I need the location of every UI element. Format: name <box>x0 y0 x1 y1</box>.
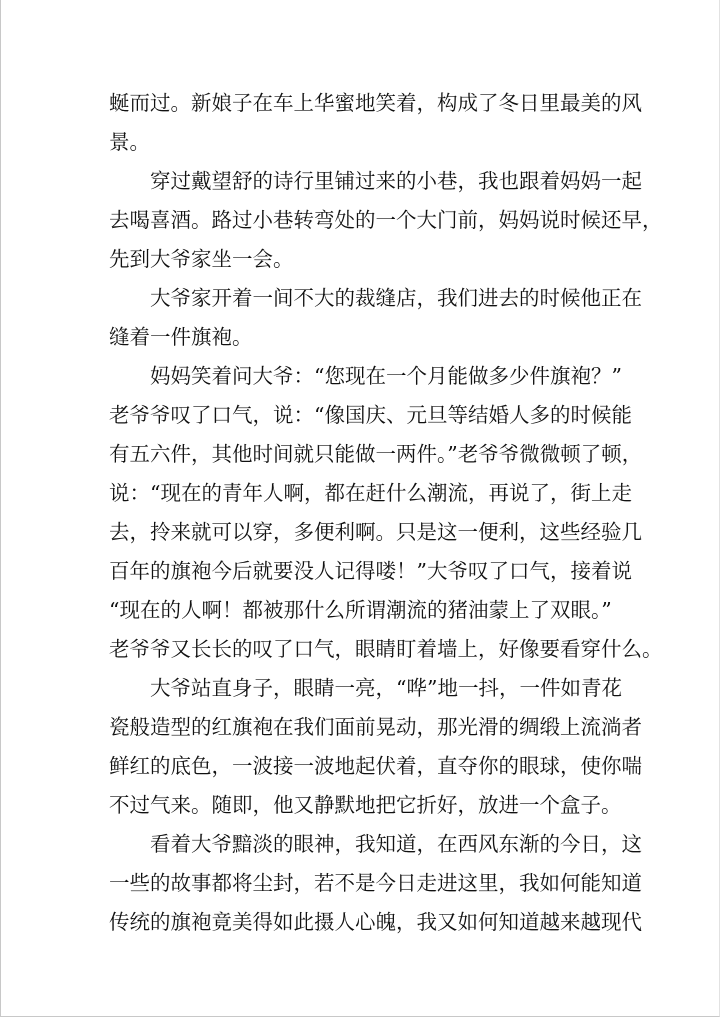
text-line: 穿过戴望舒的诗行里铺过来的小巷，我也跟着妈妈一起 <box>109 169 642 193</box>
text-line: 蜒而过。新娘子在车上华蜜地笑着，构成了冬日里最美的风 <box>109 91 642 115</box>
text-line: 传统的旗袍竟美得如此摄人心魄，我又如何知道越来越现代 <box>109 910 642 934</box>
text-line: 一些的故事都将尘封，若不是今日走进这里，我如何能知道 <box>109 871 642 895</box>
text-line: 瓷般造型的红旗袍在我们面前晃动，那光滑的绸缎上流淌者 <box>109 715 642 739</box>
text-line: 妈妈笑着问大爷：“您现在一个月能做多少件旗袍？” <box>109 364 622 388</box>
text-line: 有五六件，其他时间就只能做一两件。”老爷爷微微顿了顿， <box>109 442 643 466</box>
text-line: 说：“现在的青年人啊，都在赶什么潮流，再说了，街上走 <box>109 481 632 505</box>
text-line: 先到大爷家坐一会。 <box>109 247 294 271</box>
text-line: 大爷站直身子，眼睛一亮，“哗”地一抖，一件如青花 <box>109 676 622 700</box>
text-line: 鲜红的底色，一波接一波地起伏着，直夺你的眼球，使你喘 <box>109 754 642 778</box>
text-line: 景。 <box>109 130 150 154</box>
body-text <box>109 84 663 942</box>
text-line: 去喝喜酒。路过小巷转弯处的一个大门前，妈妈说时候还早， <box>109 208 663 232</box>
text-line: 大爷家开着一间不大的裁缝店，我们进去的时候他正在 <box>109 286 642 310</box>
text-line: 老爷爷叹了口气，说：“像国庆、元旦等结婚人多的时候能 <box>109 403 632 427</box>
text-line: 百年的旗袍今后就要没人记得喽！”大爷叹了口气，接着说 <box>109 559 632 583</box>
text-line: 去，拎来就可以穿，多便利啊。只是这一便利，这些经验几 <box>109 520 642 544</box>
text-line: 看着大爷黯淡的眼神，我知道，在西风东渐的今日，这 <box>109 832 642 856</box>
text-line: “现在的人啊！都被那什么所谓潮流的猪油蒙上了双眼。” <box>109 598 612 622</box>
text-line: 缝着一件旗袍。 <box>109 325 253 349</box>
text-line: 不过气来。随即，他又静默地把它折好，放进一个盒子。 <box>109 793 622 817</box>
text-line: 老爷爷又长长的叹了口气，眼睛盯着墙上，好像要看穿什么。 <box>109 637 663 661</box>
